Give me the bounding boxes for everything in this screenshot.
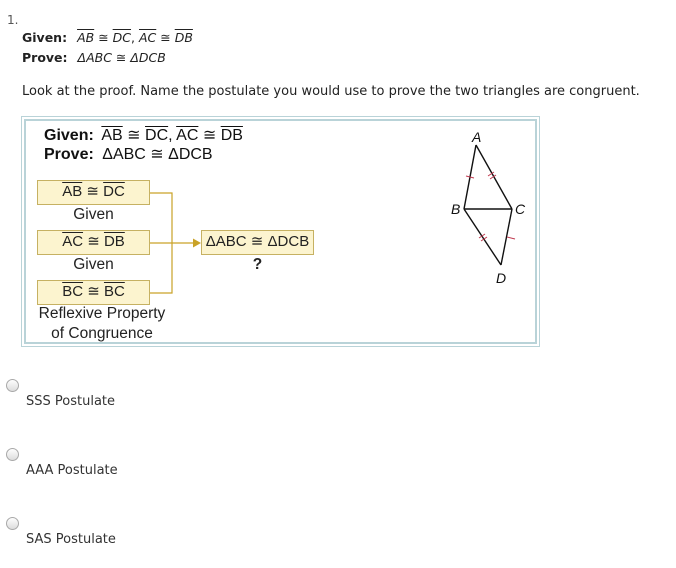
segment-db: $\overline{DB}$ bbox=[174, 30, 193, 45]
proof-step-3-box bbox=[37, 280, 150, 305]
congruent-symbol: ≅ bbox=[160, 30, 171, 45]
proof-step-3-reason-line2: of Congruence bbox=[51, 325, 153, 342]
figure-congruent-symbol: ≅ bbox=[202, 127, 217, 144]
proof-step-3-reason-line1: Reflexive Property bbox=[38, 305, 166, 322]
question-prompt: Look at the proof. Name the postulate you would use to prove the two triangles are congruent. bbox=[22, 84, 640, 99]
choice-label-sas[interactable]: SAS Postulate bbox=[26, 532, 116, 547]
question-number: 1. bbox=[7, 13, 19, 27]
radio-aaa[interactable] bbox=[6, 448, 19, 461]
prove-statement: ΔABC ≅ ΔDCB bbox=[77, 50, 166, 65]
radio-sss[interactable] bbox=[6, 379, 19, 392]
prove-label: Prove: bbox=[22, 50, 68, 65]
figure-prove-label: Prove: bbox=[44, 146, 94, 163]
step-1-segment-a: $\overline{AB}$ bbox=[62, 183, 83, 200]
proof-step-2-box bbox=[37, 230, 150, 255]
proof-connector-arrow bbox=[150, 187, 206, 297]
figure-segment-db: $\overline{DB}$ bbox=[220, 127, 243, 144]
figure-congruent-symbol: ≅ bbox=[127, 127, 141, 144]
step-3-congruent: ≅ bbox=[87, 283, 100, 300]
step-2-segment-b: $\overline{DB}$ bbox=[103, 233, 125, 250]
proof-step-1-box bbox=[37, 180, 150, 205]
proof-conclusion-box: ΔABC ≅ ΔDCB bbox=[201, 230, 314, 255]
congruent-symbol: ≅ bbox=[98, 30, 109, 45]
figure-given bbox=[44, 125, 243, 145]
figure-prove-statement: ΔABC ≅ ΔDCB bbox=[102, 146, 213, 163]
question-given bbox=[22, 30, 193, 45]
segment-dc: $\overline{DC}$ bbox=[112, 30, 132, 45]
radio-sas[interactable] bbox=[6, 517, 19, 530]
proof-step-2-reason: Given bbox=[73, 256, 114, 273]
vertex-label-a: A bbox=[472, 129, 482, 145]
edge-cd bbox=[501, 209, 512, 265]
edge-ac bbox=[476, 145, 512, 209]
given-label: Given: bbox=[22, 30, 68, 45]
choice-label-sss[interactable]: SSS Postulate bbox=[26, 394, 116, 409]
edge-bd bbox=[464, 209, 501, 265]
figure-comma: , bbox=[168, 127, 173, 144]
segment-ac: $\overline{AC}$ bbox=[138, 30, 157, 45]
figure-segment-ac: $\overline{AC}$ bbox=[176, 127, 199, 144]
figure-segment-dc: $\overline{DC}$ bbox=[145, 127, 169, 144]
step-2-congruent: ≅ bbox=[87, 233, 100, 250]
figure-given-label: Given: bbox=[44, 127, 94, 144]
vertex-label-d: D bbox=[496, 270, 507, 286]
step-2-segment-a: $\overline{AC}$ bbox=[62, 233, 84, 250]
step-3-segment-a: $\overline{BC}$ bbox=[62, 283, 84, 300]
triangle-diagram bbox=[436, 127, 536, 297]
question-prove bbox=[22, 50, 166, 65]
proof-step-1-reason: Given bbox=[73, 206, 114, 223]
vertex-label-b: B bbox=[451, 201, 461, 217]
step-3-segment-b: $\overline{BC}$ bbox=[103, 283, 125, 300]
proof-conclusion-reason: ? bbox=[252, 256, 263, 273]
comma: , bbox=[131, 30, 135, 45]
figure-segment-ab: $\overline{AB}$ bbox=[101, 127, 123, 144]
segment-ab: $\overline{AB}$ bbox=[77, 30, 95, 45]
step-1-congruent: ≅ bbox=[86, 183, 99, 200]
choice-label-aaa[interactable]: AAA Postulate bbox=[26, 463, 118, 478]
proof-figure bbox=[21, 116, 540, 347]
vertex-label-c: C bbox=[515, 201, 526, 217]
step-1-segment-b: $\overline{DC}$ bbox=[103, 183, 125, 200]
figure-prove bbox=[44, 144, 213, 164]
